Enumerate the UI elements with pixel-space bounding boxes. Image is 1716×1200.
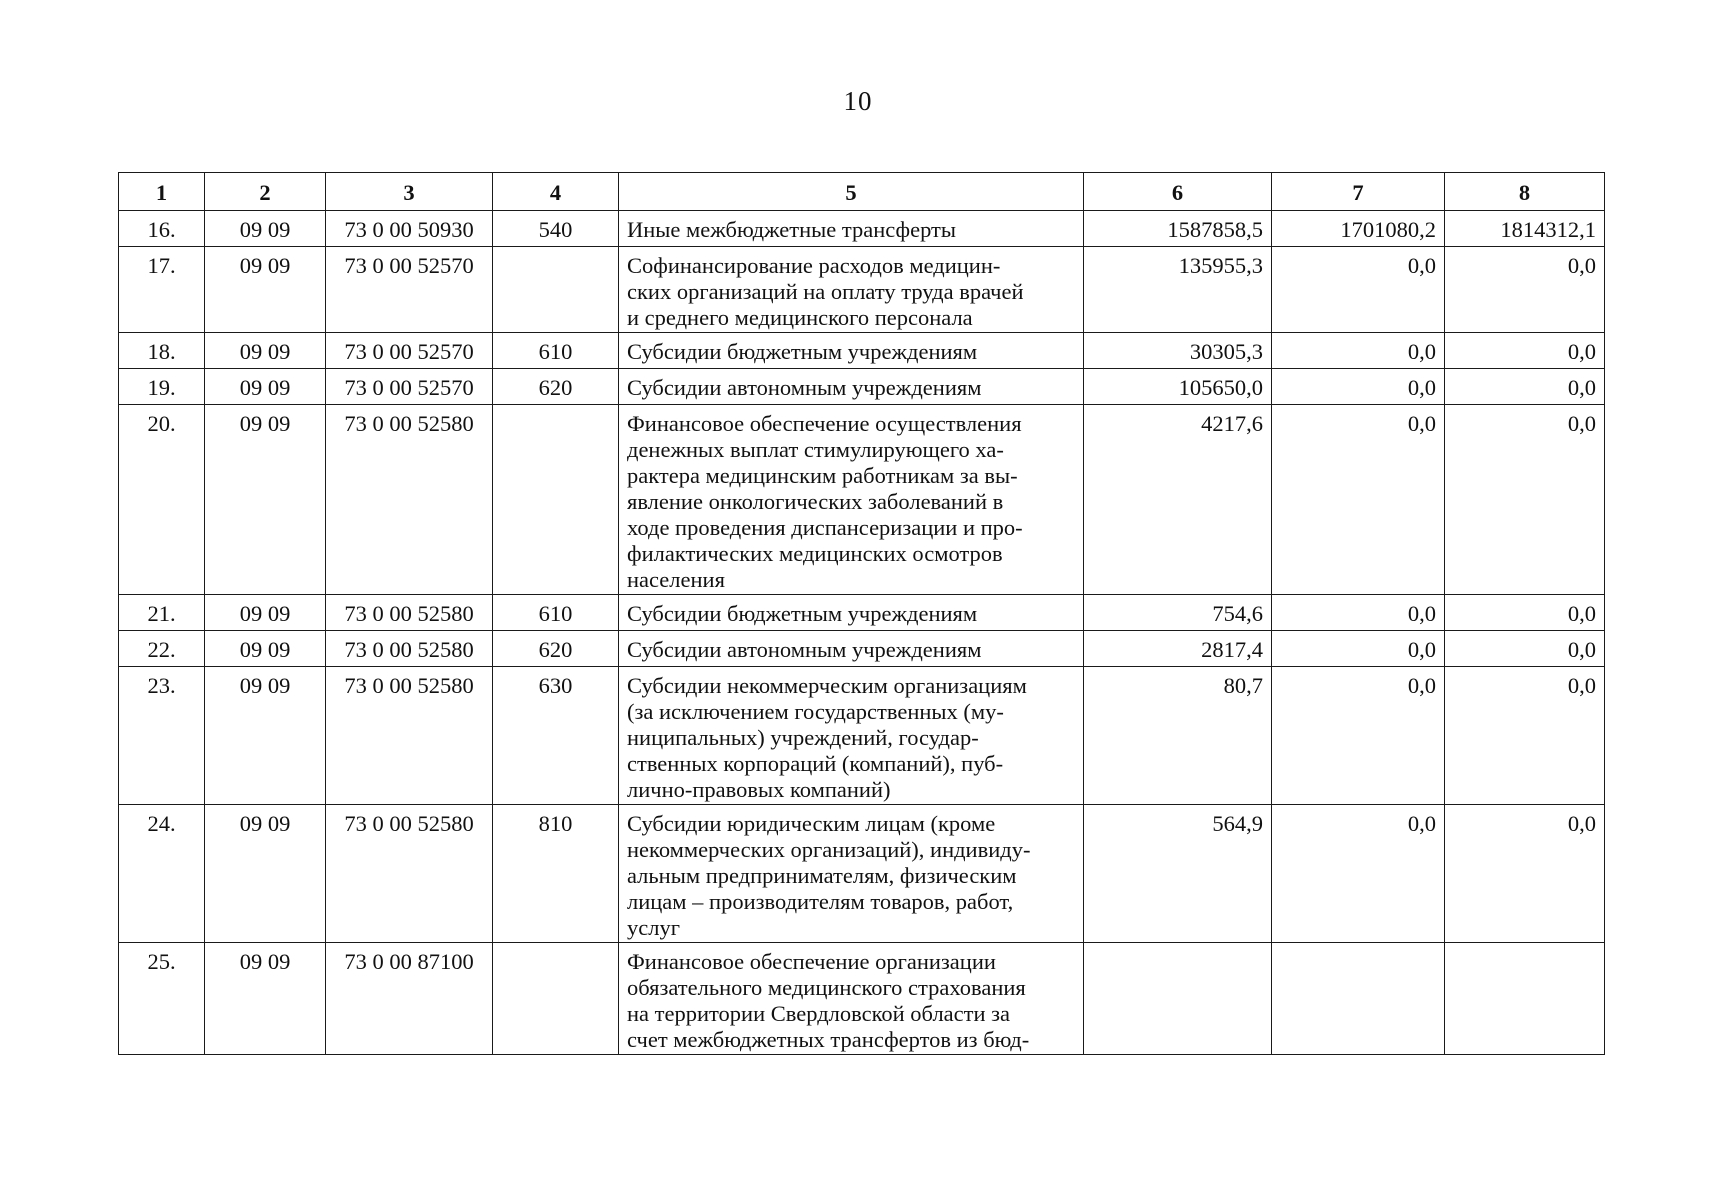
amount-col-7: 0,0	[1272, 333, 1445, 369]
amount-col-8: 0,0	[1445, 805, 1605, 943]
item-name: Субсидии автономным учреждениям	[619, 369, 1084, 405]
target-article-code: 73 0 00 87100	[326, 943, 493, 1055]
table-row	[119, 247, 1605, 333]
table-row	[119, 211, 1605, 247]
amount-col-6: 754,6	[1084, 595, 1272, 631]
expense-type-code: 810	[493, 805, 619, 943]
col-header: 7	[1272, 173, 1445, 211]
col-header: 3	[326, 173, 493, 211]
item-name: Софинансирование расходов медицин- ских организаций на оплату труда врачей и среднего медицинского персонала	[619, 247, 1084, 333]
col-header: 4	[493, 173, 619, 211]
target-article-code: 73 0 00 52570	[326, 333, 493, 369]
amount-col-8: 0,0	[1445, 631, 1605, 667]
section-code: 09 09	[205, 667, 326, 805]
section-code: 09 09	[205, 943, 326, 1055]
amount-col-7: 0,0	[1272, 369, 1445, 405]
row-number: 23.	[119, 667, 205, 805]
col-header: 5	[619, 173, 1084, 211]
item-name: Иные межбюджетные трансферты	[619, 211, 1084, 247]
table-row	[119, 943, 1605, 1055]
row-number: 19.	[119, 369, 205, 405]
amount-col-7: 0,0	[1272, 667, 1445, 805]
expense-type-code: 610	[493, 595, 619, 631]
col-header: 6	[1084, 173, 1272, 211]
section-code: 09 09	[205, 211, 326, 247]
target-article-code: 73 0 00 50930	[326, 211, 493, 247]
target-article-code: 73 0 00 52580	[326, 405, 493, 595]
col-header: 2	[205, 173, 326, 211]
expense-type-code: 610	[493, 333, 619, 369]
amount-col-7: 1701080,2	[1272, 211, 1445, 247]
item-name: Субсидии бюджетным учреждениям	[619, 333, 1084, 369]
section-code: 09 09	[205, 333, 326, 369]
row-number: 16.	[119, 211, 205, 247]
amount-col-7	[1272, 943, 1445, 1055]
row-number: 20.	[119, 405, 205, 595]
amount-col-8: 0,0	[1445, 405, 1605, 595]
amount-col-6: 4217,6	[1084, 405, 1272, 595]
amount-col-7: 0,0	[1272, 247, 1445, 333]
table-row	[119, 595, 1605, 631]
table-row	[119, 405, 1605, 595]
amount-col-8: 0,0	[1445, 369, 1605, 405]
section-code: 09 09	[205, 405, 326, 595]
header-row	[119, 173, 1605, 211]
amount-col-7: 0,0	[1272, 405, 1445, 595]
row-number: 18.	[119, 333, 205, 369]
row-number: 24.	[119, 805, 205, 943]
target-article-code: 73 0 00 52580	[326, 595, 493, 631]
amount-col-6: 30305,3	[1084, 333, 1272, 369]
amount-col-6: 105650,0	[1084, 369, 1272, 405]
amount-col-8: 0,0	[1445, 667, 1605, 805]
col-header: 1	[119, 173, 205, 211]
row-number: 22.	[119, 631, 205, 667]
target-article-code: 73 0 00 52580	[326, 631, 493, 667]
table-row	[119, 333, 1605, 369]
col-header: 8	[1445, 173, 1605, 211]
section-code: 09 09	[205, 247, 326, 333]
expense-type-code	[493, 405, 619, 595]
row-number: 25.	[119, 943, 205, 1055]
amount-col-6	[1084, 943, 1272, 1055]
target-article-code: 73 0 00 52580	[326, 805, 493, 943]
expense-type-code: 620	[493, 631, 619, 667]
amount-col-8: 1814312,1	[1445, 211, 1605, 247]
row-number: 21.	[119, 595, 205, 631]
amount-col-6: 2817,4	[1084, 631, 1272, 667]
target-article-code: 73 0 00 52570	[326, 369, 493, 405]
item-name: Субсидии автономным учреждениям	[619, 631, 1084, 667]
amount-col-6: 564,9	[1084, 805, 1272, 943]
item-name: Субсидии некоммерческим организациям (за исключением государственных (му- ниципальных) учреждений, государ- ственных корпораций (компаний), пуб- лично-правовых компаний)	[619, 667, 1084, 805]
expense-type-code: 540	[493, 211, 619, 247]
amount-col-8	[1445, 943, 1605, 1055]
table-row	[119, 631, 1605, 667]
amount-col-8: 0,0	[1445, 247, 1605, 333]
section-code: 09 09	[205, 595, 326, 631]
item-name: Финансовое обеспечение организации обязательного медицинского страхования на территории Свердловской области за счет межбюджетных трансфертов из бюд-	[619, 943, 1084, 1055]
amount-col-8: 0,0	[1445, 333, 1605, 369]
target-article-code: 73 0 00 52580	[326, 667, 493, 805]
item-name: Субсидии бюджетным учреждениям	[619, 595, 1084, 631]
section-code: 09 09	[205, 631, 326, 667]
section-code: 09 09	[205, 805, 326, 943]
item-name: Финансовое обеспечение осуществления денежных выплат стимулирующего ха- рактера медицинским работникам за вы- явление онкологических заболеваний в ходе проведения диспансеризации и про- филактических медицинских осмотров населения	[619, 405, 1084, 595]
row-number: 17.	[119, 247, 205, 333]
expense-type-code: 630	[493, 667, 619, 805]
amount-col-7: 0,0	[1272, 805, 1445, 943]
expense-type-code	[493, 943, 619, 1055]
page-number: 10	[843, 86, 873, 116]
table-row	[119, 369, 1605, 405]
amount-col-6: 80,7	[1084, 667, 1272, 805]
amount-col-8: 0,0	[1445, 595, 1605, 631]
amount-col-6: 1587858,5	[1084, 211, 1272, 247]
amount-col-7: 0,0	[1272, 631, 1445, 667]
budget-table	[118, 172, 1605, 1055]
item-name: Субсидии юридическим лицам (кроме некоммерческих организаций), индивиду- альным предпринимателям, физическим лицам – производителям товаров, работ, услуг	[619, 805, 1084, 943]
expense-type-code	[493, 247, 619, 333]
table-row	[119, 805, 1605, 943]
amount-col-7: 0,0	[1272, 595, 1445, 631]
target-article-code: 73 0 00 52570	[326, 247, 493, 333]
amount-col-6: 135955,3	[1084, 247, 1272, 333]
section-code: 09 09	[205, 369, 326, 405]
expense-type-code: 620	[493, 369, 619, 405]
table-row	[119, 667, 1605, 805]
